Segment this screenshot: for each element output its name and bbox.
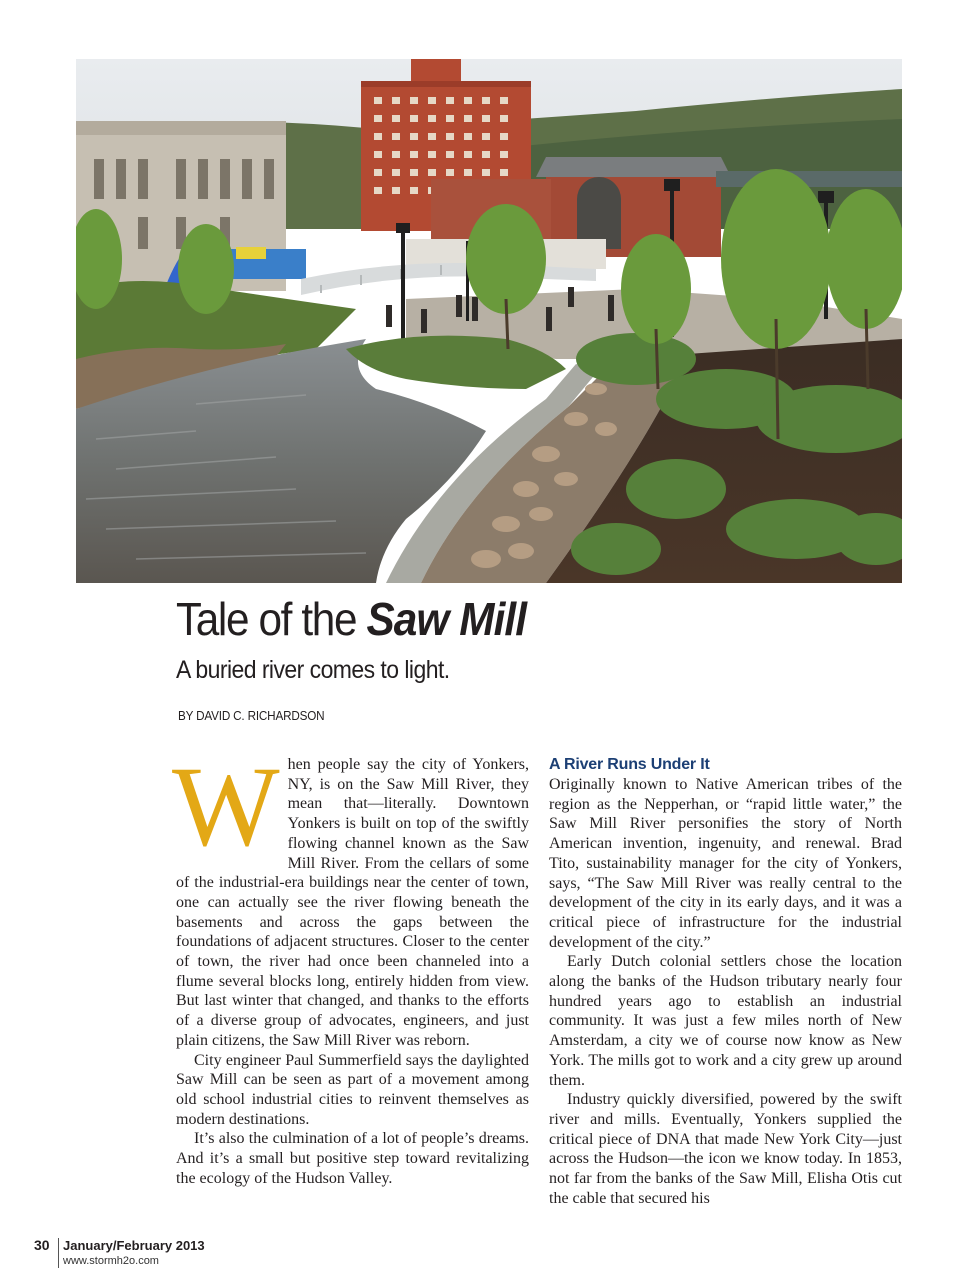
website-link[interactable]: www.stormh2o.com	[63, 1255, 159, 1267]
saw-mill-river-photo	[76, 59, 902, 583]
title-emphasis: Saw Mill	[366, 593, 527, 645]
body-paragraph: City engineer Paul Summerfield says the daylighted Saw Mill can be seen as part of a movement among old school industrial cities to reinvent themselves as modern destinations.	[176, 1051, 529, 1128]
right-column	[549, 755, 902, 1208]
body-paragraph: It’s also the culmination of a lot of people’s dreams. And it’s a small but positive step toward revitalizing the ecology of the Hudson Valley.	[176, 1130, 529, 1187]
byline: BY DAVID C. RICHARDSON	[178, 708, 325, 723]
body-paragraph: Originally known to Native American tribes of the region as the Nepperhan, or “rapid little water,” the Saw Mill River personifies the story of North American invention, ingenuity, and renewal. Brad Tito, sustainability manager for the city of Yonkers, says, “The Saw Mill River was really central to the development of the city in its early days, and it was a critical piece of infrastructure for the industrial development of the city.”	[549, 776, 902, 951]
intro-text: hen people say the city of Yonkers, NY, is on the Saw Mill River, they mean that—literally. Downtown Yonkers is built on top of the swiftly flowing channel known as the Saw Mill River. From the cellars of some of the industrial-era buildings near the center of town, one can actually see the river flowing beneath the basements and across the gaps between the foundations of adjacent structures. Closer to the center of town, the river had once been channeled into a flume several blocks long, entirely hidden from view. But last winter that changed, and thanks to the efforts of a diverse group of advocates, engineers, and just plain citizens, the Saw Mill River was reborn.	[176, 756, 529, 1049]
issue-date: January/February 2013	[63, 1238, 205, 1253]
page-number: 30	[34, 1237, 50, 1253]
article-subtitle: A buried river comes to light.	[176, 656, 450, 684]
section-heading: A River Runs Under It	[549, 756, 710, 773]
drop-cap: W	[172, 743, 280, 870]
body-paragraph: Early Dutch colonial settlers chose the location along the banks of the Hudson tributary nearly four hundred years ago to establish an industrial community. It was just a few miles north of New Amsterdam, a city we of course now know as New York. The mills got to work and a city grew up around them.	[549, 953, 902, 1089]
footer-divider	[58, 1238, 59, 1268]
body-paragraph: Industry quickly diversified, powered by the swift river and mills. Eventually, Yonkers supplied the critical piece of DNA that made New York City—just across the Hudson—the icon we know today. In 1853, not far from the banks of the Saw Mill, Elisha Otis cut the cable that secured his	[549, 1091, 902, 1207]
left-column	[172, 743, 529, 1188]
title-plain: Tale of the	[176, 593, 367, 645]
intro-paragraph	[172, 743, 529, 1051]
article-title	[176, 592, 526, 646]
